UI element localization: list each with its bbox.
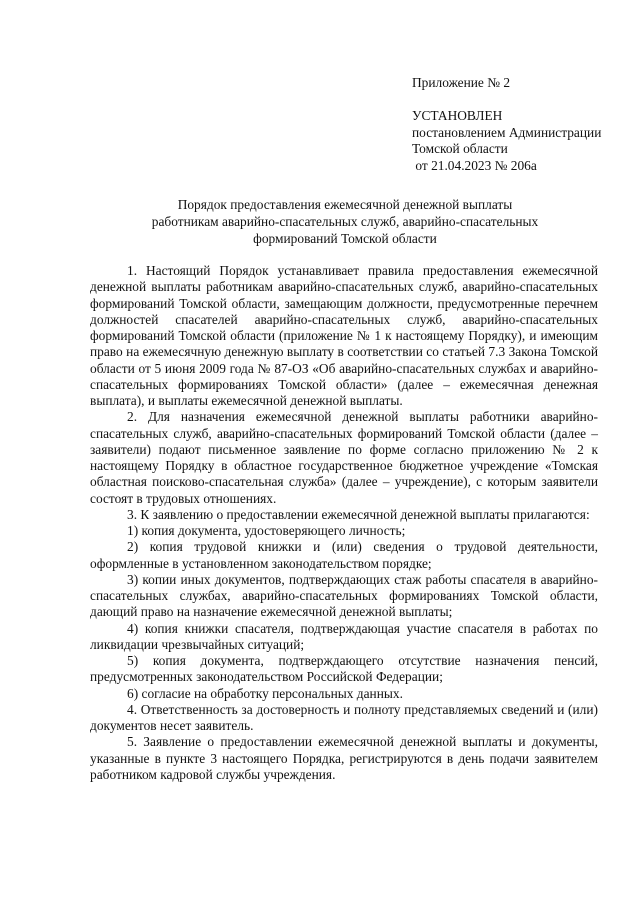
title-line: Порядок предоставления ежемесячной денежной выплаты (177, 197, 513, 212)
list-item-2: 2) копия трудовой книжки и (или) сведения о трудовой деятельности, оформленные в установленном законодательством порядке; (90, 539, 598, 571)
appendix-number: Приложение № 2 (412, 75, 511, 90)
paragraph-1: 1. Настоящий Порядок устанавливает правила предоставления ежемесячной денежной выплаты работникам аварийно-спасательных служб, аварийно-спасательных формирований Томской области, замещающим должности, предусмотренные перечнем должностей спасателей аварийно-спасательных служб, аварийно-спасательных формирований Томской области (приложение № 1 к настоящему Порядку), и имеющим право на ежемесячную денежную выплату в соответствии со статьей 7.3 Закона Томской области от 5 июня 2009 года № 87-ОЗ «Об аварийно-спасательных службах и аварийно-спасательных формированиях Томской области» (далее – ежемесячная денежная выплата), и выплаты ежемесячной денежной выплаты. (90, 263, 598, 408)
list-item-5: 5) копия документа, подтверждающего отсутствие назначения пенсий, предусмотренных законодательством Российской Федерации; (90, 653, 598, 685)
list-item-1: 1) копия документа, удостоверяющего личность; (127, 523, 406, 538)
title-line: работникам аварийно-спасательных служб, аварийно-спасательных (151, 214, 539, 229)
approval-block (412, 75, 622, 175)
list-item-4: 4) копия книжки спасателя, подтверждающая участие спасателя в работах по ликвидации чрезвычайных ситуаций; (90, 620, 598, 652)
decree-line: постановлением Администрации (412, 124, 602, 140)
list-item-6: 6) согласие на обработку персональных данных. (127, 685, 403, 701)
paragraph-3: 3. К заявлению о предоставлении ежемесячной денежной выплаты прилагаются: (127, 506, 590, 522)
document-title (90, 196, 600, 247)
paragraph-5: 5. Заявление о предоставлении ежемесячной денежной выплаты и документы, указанные в пункте 3 настоящего Порядка, регистрируются в день подачи заявителем работником кадровой службы учреждения. (90, 734, 598, 782)
title-line: формирований Томской области (253, 231, 437, 246)
list-item-3: 3) копии иных документов, подтверждающих стаж работы спасателя в аварийно-спасательных службах, аварийно-спасательных формированиях Томской области, дающий право на назначение ежемесячной денежной выплаты; (90, 571, 598, 620)
paragraph-4: 4. Ответственность за достоверность и полноту представляемых сведений и (или) документов несет заявитель. (90, 701, 598, 733)
document-body (90, 263, 598, 783)
paragraph-2: 2. Для назначения ежемесячной денежной выплаты работники аварийно-спасательных служб, аварийно-спасательных формирований Томской области (далее – заявители) подают письменное заявление по форме согласно приложению № 2 к настоящему Порядку в областное государственное бюджетное учреждение «Томская областная поисково-спасательная служба» (далее – учреждение), с которым заявители состоят в трудовых отношениях. (90, 409, 598, 506)
decree-line: Томской области (412, 141, 508, 157)
decree-date-number: от 21.04.2023 № 206а (412, 158, 537, 174)
approved-heading: УСТАНОВЛЕН (412, 107, 503, 123)
